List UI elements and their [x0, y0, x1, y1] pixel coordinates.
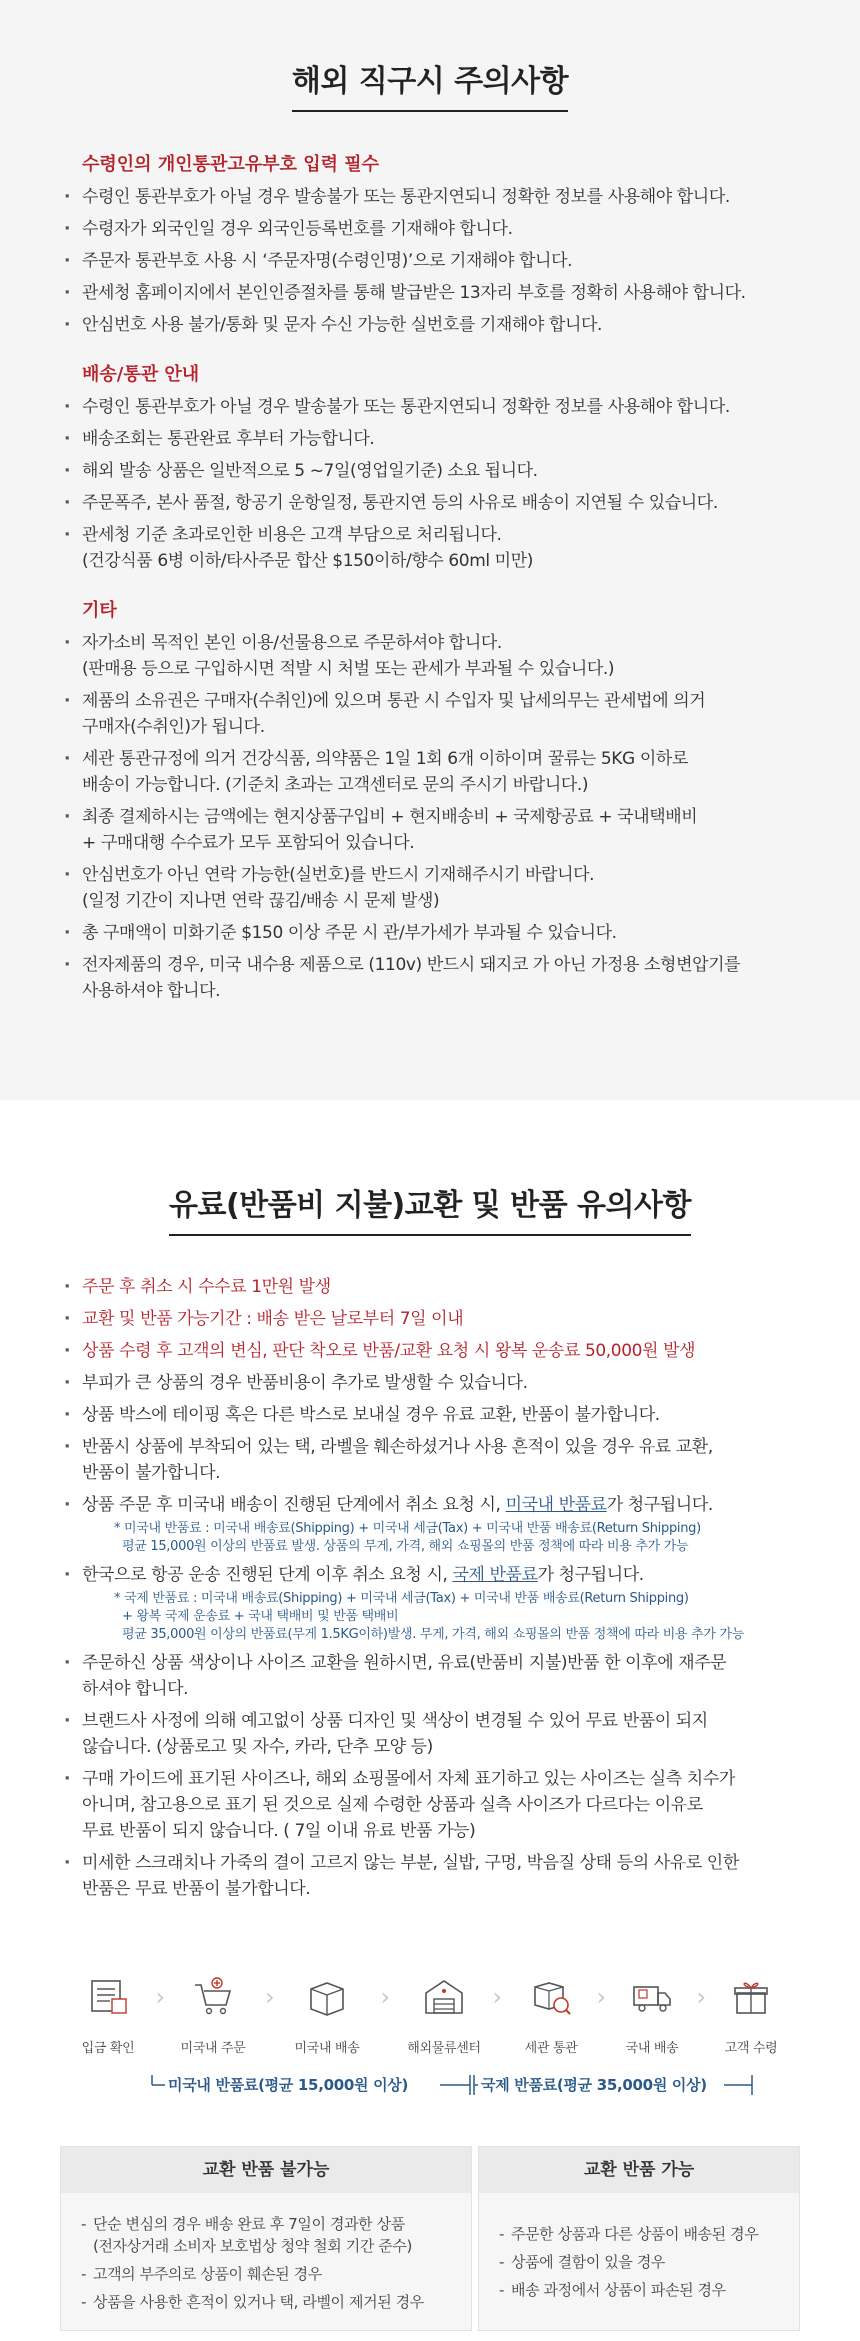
flow-step-label: 고객 수령 [724, 2041, 778, 2056]
exchange-possible-box [478, 2146, 800, 2331]
chevron-right-icon: › [265, 1983, 275, 2011]
return-notice-list [60, 1274, 800, 1902]
box-item: - 고객의 부주의로 상품이 훼손된 경우 [81, 2263, 451, 2285]
notice-item: · 주문폭주, 본사 품절, 항공기 운항일정, 통관지연 등의 사유로 배송이 지연될 수 있습니다. [60, 490, 800, 516]
document-icon [86, 1975, 130, 2019]
notice-item: · 배송조회는 통관완료 후부터 가능합니다. [60, 426, 800, 452]
notice-group-heading: 기타 [82, 600, 117, 621]
flow-step-label: 입금 확인 [81, 2041, 135, 2056]
notice-groups [60, 150, 800, 1004]
notice-item: · 관세청 홈페이지에서 본인인증절차를 통해 발급받은 13자리 부호를 정확히 사용해야 합니다. [60, 280, 800, 306]
return-notice-title: 유료(반품비 지불)교환 및 반품 유의사항 [169, 1180, 691, 1236]
chevron-right-icon: › [596, 1983, 607, 2011]
customs-icon [529, 1975, 573, 2019]
notice-group-heading: 수령인의 개인통관고유부호 입력 필수 [82, 154, 380, 175]
overseas-notice-section [0, 0, 860, 1100]
cart-icon [191, 1975, 235, 2019]
gift-icon [729, 1975, 773, 2019]
notice-group-list [60, 394, 800, 574]
return-fee-range-lines [0, 2070, 860, 2100]
notice-item: · 수령자가 외국인일 경우 외국인등록번호를 기재해야 합니다. [60, 216, 800, 242]
notice-item-important: · 교환 및 반품 가능기간 : 배송 받은 날로부터 7일 이내 [60, 1306, 800, 1332]
notice-item: · 세관 통관규정에 의거 건강식품, 의약품은 1일 1회 6개 이하이며 꿀류는 5KG 이하로 배송이 가능합니다. (기준치 초과는 고객센터로 문의 주시기 바랍니다.) [60, 746, 800, 798]
notice-item: · 상품 주문 후 미국내 배송이 진행된 단계에서 취소 요청 시, 미국내 반품료가 청구됩니다. * 미국내 반품료 : 미국내 배송료(Shipping) + 미국내 세금(Tax) + 미국내 반품 배송료(Return Shipping) 평균 15,000원 이상의 반품료 발생. 상품의 무게, 가격, 해외 쇼핑몰의 반품 정책에 따라 비용 추가 가능 [60, 1492, 800, 1556]
exchange-not-possible-box [60, 2146, 472, 2331]
notice-item: · 안심번호가 아닌 연락 가능한(실번호)를 반드시 기재해주시기 바랍니다. (일정 기간이 지나면 연락 끊김/배송 시 문제 발생) [60, 862, 800, 914]
flow-step [168, 1975, 258, 2056]
notice-item: · 주문자 통관부호 사용 시 ‘주문자명(수령인명)’으로 기재해야 합니다. [60, 248, 800, 274]
box-item: - 배송 과정에서 상품이 파손된 경우 [499, 2279, 779, 2301]
flow-step [706, 1975, 796, 2056]
warehouse-icon [422, 1975, 466, 2019]
notice-item-important: · 주문 후 취소 시 수수료 1만원 발생 [60, 1274, 800, 1300]
box-item: - 상품에 결함이 있을 경우 [499, 2251, 779, 2273]
us-return-fee-range: 미국내 반품료(평균 15,000원 이상) [168, 2076, 409, 2094]
fee-note: * 미국내 반품료 : 미국내 배송료(Shipping) + 미국내 세금(Tax) + 미국내 반품 배송료(Return Shipping) 평균 15,000원 이상의 반품료 발생. 상품의 무게, 가격, 해외 쇼핑몰의 반품 정책에 따라 비용 추가 가능 [114, 1521, 701, 1554]
notice-group-heading: 배송/통관 안내 [82, 364, 200, 385]
flow-step-label: 세관 통관 [524, 2041, 578, 2056]
box-item: - 단순 변심의 경우 배송 완료 후 7일이 경과한 상품 (전자상거래 소비자 보호법상 청약 철회 기간 준수) [81, 2213, 451, 2257]
notice-item: · 브랜드사 사정에 의해 예고없이 상품 디자인 및 색상이 변경될 수 있어 무료 반품이 되지 않습니다. (상품로고 및 자수, 카라, 단추 모양 등) [60, 1708, 800, 1760]
flow-step [63, 1975, 153, 2056]
notice-item: · 관세청 기준 초과로인한 비용은 고객 부담으로 처리됩니다. (건강식품 6병 이하/타사주문 합산 $150이하/향수 60ml 미만) [60, 522, 800, 574]
notice-item: · 자가소비 목적인 본인 이용/선물용으로 주문하셔야 합니다. (판매용 등으로 구입하시면 적발 시 처벌 또는 관세가 부과될 수 있습니다.) [60, 630, 800, 682]
chevron-right-icon: › [492, 1983, 503, 2011]
exchange-possible-title: 교환 반품 가능 [479, 2147, 799, 2193]
flow-step [399, 1975, 489, 2056]
notice-item: · 총 구매액이 미화기준 $150 이상 주문 시 관/부가세가 부과될 수 있습니다. [60, 920, 800, 946]
notice-item: · 제품의 소유권은 구매자(수취인)에 있으며 통관 시 수입자 및 납세의무는 관세법에 의거 구매자(수취인)가 됩니다. [60, 688, 800, 740]
notice-item: · 주문하신 상품 색상이나 사이즈 교환을 원하시면, 유료(반품비 지불)반품 한 이후에 재주문 하셔야 합니다. [60, 1650, 800, 1702]
notice-item-important: · 상품 수령 후 고객의 변심, 판단 착오로 반품/교환 요청 시 왕복 운송료 50,000원 발생 [60, 1338, 800, 1364]
box-item: - 상품을 사용한 흔적이 있거나 택, 라벨이 제거된 경우 [81, 2291, 451, 2313]
flow-step-label: 미국내 주문 [180, 2041, 246, 2056]
notice-item: · 수령인 통관부호가 아닐 경우 발송불가 또는 통관지연되니 정확한 정보를 사용해야 합니다. [60, 184, 800, 210]
notice-item: · 수령인 통관부호가 아닐 경우 발송불가 또는 통관지연되니 정확한 정보를 사용해야 합니다. [60, 394, 800, 420]
flow-step [607, 1975, 697, 2056]
notice-group-list [60, 630, 800, 1004]
flow-step-label: 미국내 배송 [294, 2041, 360, 2056]
chevron-right-icon: › [380, 1983, 391, 2011]
notice-item: · 전자제품의 경우, 미국 내수용 제품으로 (110v) 반드시 돼지코 가 아닌 가정용 소형변압기를 사용하셔야 합니다. [60, 952, 800, 1004]
us-return-fee-link[interactable]: 미국내 반품료 [505, 1495, 607, 1515]
notice-item: · 반품시 상품에 부착되어 있는 택, 라벨을 훼손하셨거나 사용 흔적이 있을 경우 유료 교환, 반품이 불가합니다. [60, 1434, 800, 1486]
notice-item: · 상품 박스에 테이핑 혹은 다른 박스로 보내실 경우 유료 교환, 반품이 불가합니다. [60, 1402, 800, 1428]
chevron-right-icon: › [696, 1983, 707, 2011]
fee-note: * 국제 반품료 : 미국내 배송료(Shipping) + 미국내 세금(Tax) + 미국내 반품 배송료(Return Shipping) + 왕복 국제 운송료 + 국내 택배비 및 반품 택배비 평균 35,000원 이상의 반품료(무게 1.5KG이하)발생. 무게, 가격, 해외 쇼핑몰의 반품 정책에 따라 비용 추가 가능 [114, 1591, 744, 1642]
flow-step [282, 1975, 372, 2056]
notice-item: · 최종 결제하시는 금액에는 현지상품구입비 + 현지배송비 + 국제항공료 + 국내택배비 + 구매대행 수수료가 모두 포함되어 있습니다. [60, 804, 800, 856]
intl-return-fee-link[interactable]: 국제 반품료 [452, 1565, 538, 1585]
notice-item: · 한국으로 항공 운송 진행된 단계 이후 취소 요청 시, 국제 반품료가 청구됩니다. * 국제 반품료 : 미국내 배송료(Shipping) + 미국내 세금(Tax) + 미국내 반품 배송료(Return Shipping) + 왕복 국제 운송료 + 국내 택배비 및 반품 택배비 평균 35,000원 이상의 반품료(무게 1.5KG이하)발생. 무게, 가격, 해외 쇼핑몰의 반품 정책에 따라 비용 추가 가능 [60, 1562, 800, 1644]
overseas-notice-title: 해외 직구시 주의사항 [292, 56, 568, 112]
notice-item: · 구매 가이드에 표기된 사이즈나, 해외 쇼핑몰에서 자체 표기하고 있는 사이즈는 실측 치수가 아니며, 참고용으로 표기 된 것으로 실제 수령한 상품과 실측 사이즈가 다르다는 이유로 무료 반품이 되지 않습니다. ( 7일 이내 유료 반품 가능) [60, 1766, 800, 1844]
box-item: - 주문한 상품과 다른 상품이 배송된 경우 [499, 2223, 779, 2245]
notice-item: · 미세한 스크래치나 가죽의 결이 고르지 않는 부분, 실밥, 구멍, 박음질 상태 등의 사유로 인한 반품은 무료 반품이 불가합니다. [60, 1850, 800, 1902]
notice-group-list [60, 184, 800, 338]
flow-step-label: 국내 배송 [625, 2041, 679, 2056]
exchange-not-possible-title: 교환 반품 불가능 [61, 2147, 471, 2193]
box-icon [305, 1975, 349, 2019]
truck-icon [630, 1975, 674, 2019]
notice-item: · 부피가 큰 상품의 경우 반품비용이 추가로 발생할 수 있습니다. [60, 1370, 800, 1396]
notice-item: · 안심번호 사용 불가/통화 및 문자 수신 가능한 실번호를 기재해야 합니다. [60, 312, 800, 338]
flow-step [506, 1975, 596, 2056]
intl-return-fee-range: 국제 반품료(평균 35,000원 이상) [481, 2076, 707, 2094]
flow-step-label: 해외물류센터 [407, 2041, 481, 2056]
notice-item: · 해외 발송 상품은 일반적으로 5 ~7일(영업일기준) 소요 됩니다. [60, 458, 800, 484]
chevron-right-icon: › [155, 1983, 166, 2011]
